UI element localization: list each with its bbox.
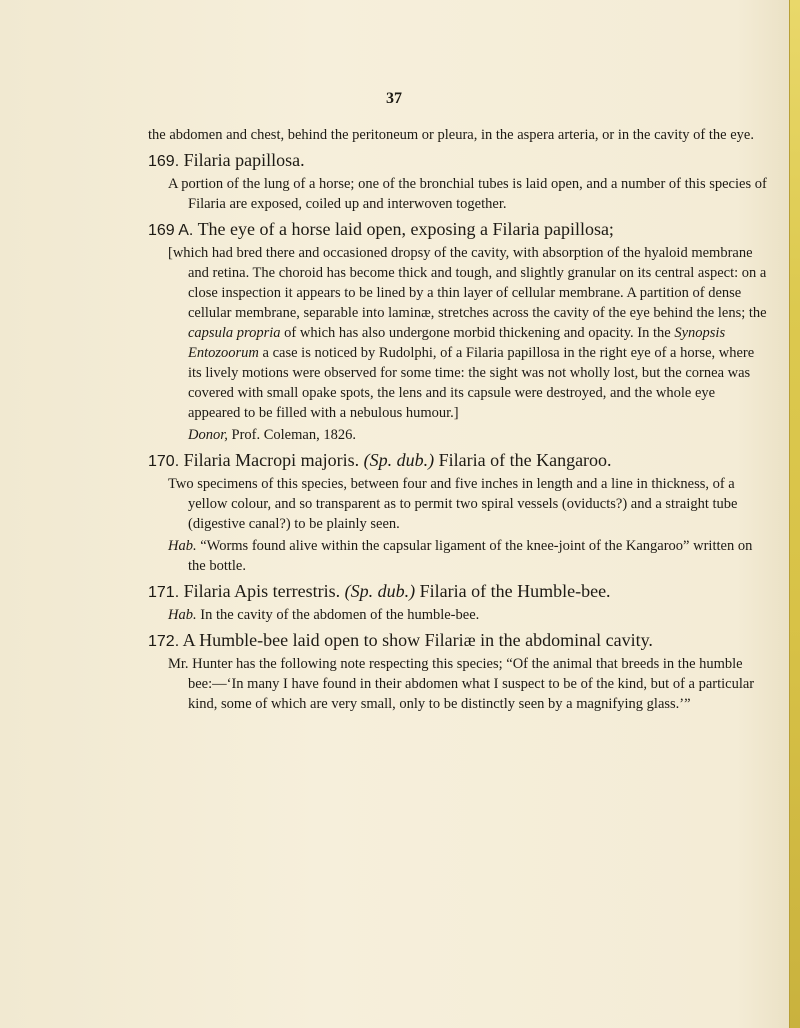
entry-title: Filaria Macropi majoris.	[183, 450, 360, 470]
entry-description: Mr. Hunter has the following note respecting this species; “Of the animal that breeds in the humble bee:—‘In many I have found in their abdomen what I suspect to be of the kind, but of a particular kind, some of which are very small, only to be distinctly seen by a magnifying glass.’”	[168, 656, 755, 712]
habitat-label: Hab.	[168, 538, 197, 554]
entry-172	[148, 629, 768, 714]
entry-169	[148, 149, 768, 214]
habitat-line	[148, 605, 768, 625]
donor-label: Donor,	[188, 427, 228, 443]
entry-title: Filaria Apis terrestris.	[183, 581, 341, 601]
habitat-line	[148, 536, 768, 576]
italic-term: Synopsis Entozoorum	[188, 325, 726, 361]
species-dubia: (Sp. dub.)	[344, 581, 416, 601]
entry-number: 170.	[148, 453, 180, 470]
entry-heading	[148, 449, 768, 473]
page-content	[148, 125, 768, 718]
entry-description	[148, 243, 768, 423]
description-part: of which has also undergone morbid thickening and opacity. In the	[280, 325, 675, 341]
habitat-text: “Worms found alive within the capsular ligament of the knee-joint of the Kangaroo” written on the bottle.	[188, 538, 753, 574]
intro-text: the abdomen and chest, behind the peritoneum or pleura, in the aspera arteria, or in the cavity of the eye.	[148, 127, 754, 143]
entry-title: A Humble-bee laid open to show Filariæ in the abdominal cavity.	[182, 630, 653, 650]
entry-description: Two specimens of this species, between four and five inches in length and a line in thickness, of a yellow colour, and so transparent as to permit two spiral vessels (oviducts?) and a straight tube (digestive canal?) to be plainly seen.	[168, 476, 738, 532]
entry-heading	[148, 629, 768, 653]
entry-169a	[148, 218, 768, 445]
entry-heading	[148, 580, 768, 604]
entry-170	[148, 449, 768, 576]
page-edge	[789, 0, 800, 1028]
entry-heading	[148, 149, 768, 173]
page-number: 37	[386, 90, 402, 107]
entry-171	[148, 580, 768, 625]
entry-heading	[148, 218, 768, 242]
entry-common-name: Filaria of the Humble-bee.	[419, 581, 611, 601]
entry-number: 169.	[148, 153, 180, 170]
species-dubia: (Sp. dub.)	[363, 450, 435, 470]
donor-text: Prof. Coleman, 1826.	[227, 427, 356, 443]
entry-title: Filaria papillosa.	[183, 150, 305, 170]
donor-line	[148, 425, 768, 445]
entry-title: The eye of a horse laid open, exposing a Filaria papillosa;	[197, 219, 614, 239]
habitat-label: Hab.	[168, 607, 197, 623]
description-part: a case is noticed by Rudolphi, of a Filaria papillosa in the right eye of a horse, where its lively motions were observed for some time: the sight was not wholly lost, but the cornea was covered with small opake spots, the lens and its capsule were destroyed, and the whole eye appeared to be filled with a nebulous humour.]	[188, 345, 755, 421]
entry-number: 169 A.	[148, 222, 194, 239]
description-part: [which had bred there and occasioned dropsy of the cavity, with absorption of the hyaloid membrane and retina. The choroid has become thick and tough, and slightly granular on its central aspect: on a close inspection it appears to be lined by a thin layer of cellular membrane. A partition of dense cellular membrane, separable into laminæ, stretches across the cavity of the eye behind the lens; the	[168, 245, 767, 321]
habitat-text: In the cavity of the abdomen of the humble-bee.	[196, 607, 480, 623]
entry-number: 171.	[148, 584, 180, 601]
entry-number: 172.	[148, 633, 180, 650]
entry-description: A portion of the lung of a horse; one of the bronchial tubes is laid open, and a number of this species of Filaria are exposed, coiled up and interwoven together.	[168, 176, 767, 212]
italic-term: capsula propria	[188, 325, 281, 341]
entry-common-name: Filaria of the Kangaroo.	[438, 450, 612, 470]
